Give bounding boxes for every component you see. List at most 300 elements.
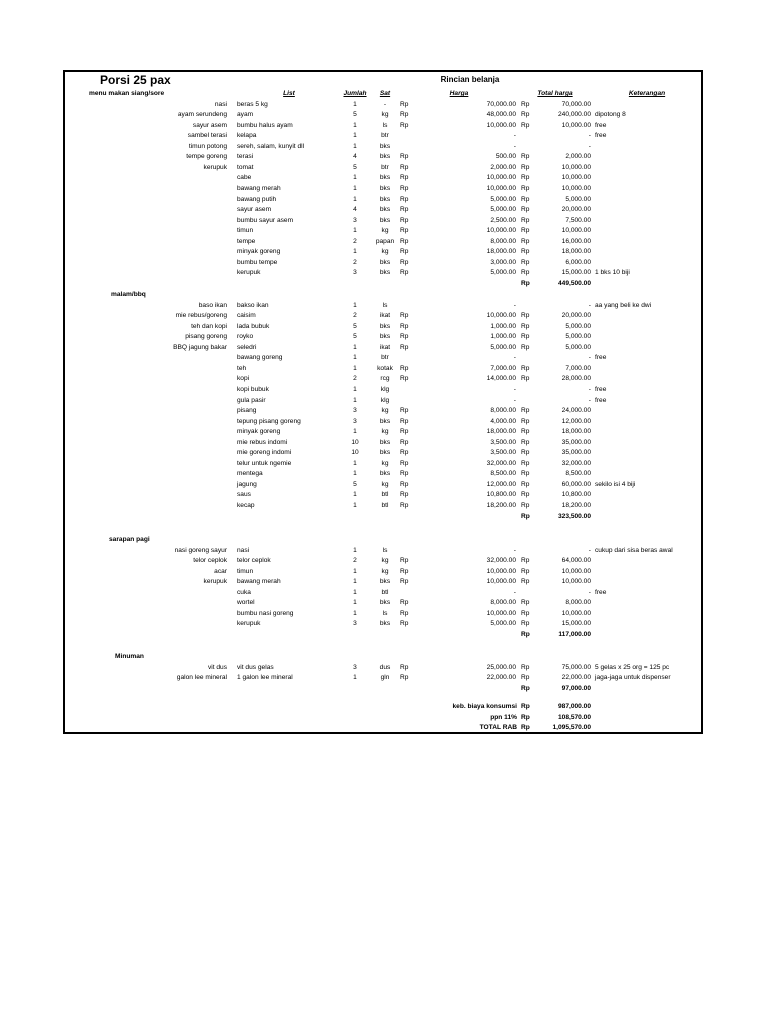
cell-rp: Rp <box>521 375 530 383</box>
cell-total: - <box>588 132 591 140</box>
cell-total: 10,000.00 <box>561 609 591 617</box>
section-subtotal: 449,500.00 <box>557 279 591 287</box>
cell-rp: Rp <box>521 674 530 682</box>
cell-rp: Rp <box>521 343 530 351</box>
cell-unit: btl <box>381 491 389 499</box>
cell-total: 20,000.00 <box>561 312 591 320</box>
cell-rp: Rp <box>400 567 409 575</box>
cell-unit: kotak <box>377 364 393 372</box>
section-subtotal: 117,000.00 <box>558 630 591 638</box>
cell-unit: bks <box>379 195 391 203</box>
cell-total: 18,000.00 <box>561 428 591 436</box>
cell-total: 10,000.00 <box>561 578 591 586</box>
cell-price: 2,500.00 <box>490 216 516 224</box>
cell-rp: Rp <box>400 557 409 565</box>
cell-item: kerupuk <box>237 620 261 628</box>
cell-rp: Rp <box>400 609 409 617</box>
cell-qty: 3 <box>353 417 357 425</box>
cell-total: 10,800.00 <box>561 491 591 499</box>
cell-note: free <box>595 121 607 129</box>
cell-total: 16,000.00 <box>561 237 591 245</box>
header-total-harga: Total harga <box>537 90 573 97</box>
cell-rp: Rp <box>521 428 530 436</box>
cell-rp: Rp <box>400 459 409 467</box>
cell-item: tomat <box>237 163 254 171</box>
cell-rp: Rp <box>521 248 530 256</box>
cell-total: 2,000.00 <box>565 153 591 161</box>
cell-price: 500.00 <box>495 153 516 161</box>
cell-total: 15,000.00 <box>561 269 591 277</box>
cell-item: cuka <box>237 588 251 596</box>
cell-item: bumbu sayur asem <box>237 216 294 224</box>
cell-price: 14,000.00 <box>486 375 516 383</box>
cell-rp: Rp <box>400 206 409 214</box>
cell-unit: ls <box>382 546 388 554</box>
cell-total: 10,000.00 <box>561 184 591 192</box>
cell-rp: Rp <box>400 438 409 446</box>
cell-rp: Rp <box>521 438 530 446</box>
cell-price: 3,000.00 <box>490 258 516 266</box>
cell-qty: 2 <box>353 237 357 245</box>
cell-price: 10,000.00 <box>486 121 516 129</box>
cell-total: 20,000.00 <box>561 206 591 214</box>
cell-item: wortel <box>237 599 255 607</box>
section-subtotal: 323,500.00 <box>557 512 591 520</box>
cell-total: 70,000.00 <box>561 100 591 108</box>
cell-rp: Rp <box>521 491 530 499</box>
cell-rp: Rp <box>521 258 530 266</box>
cell-rp: Rp <box>400 470 409 478</box>
cell-qty: 1 <box>353 142 357 150</box>
cell-rp: Rp <box>400 599 409 607</box>
cell-rp: Rp <box>400 258 409 266</box>
cell-total: 18,000.00 <box>561 248 591 256</box>
cell-unit: bks <box>379 206 391 214</box>
cell-rp: Rp <box>521 663 530 671</box>
cell-qty: 10 <box>351 449 359 457</box>
menu-item: sambel terasi <box>187 132 227 140</box>
cell-price: 18,000.00 <box>486 248 516 256</box>
cell-unit: bks <box>379 153 391 161</box>
cell-rp: Rp <box>400 248 409 256</box>
cell-rp: Rp <box>400 407 409 415</box>
cell-rp: Rp <box>400 227 409 235</box>
cell-price: 5,000.00 <box>490 206 516 214</box>
cell-qty: 10 <box>351 438 359 446</box>
cell-note: aa yang beli ke dwi <box>595 301 652 309</box>
cell-rp: Rp <box>400 578 409 586</box>
cell-rp: Rp <box>400 216 409 224</box>
cell-unit: btl <box>381 502 389 509</box>
cell-price: 1,000.00 <box>490 333 516 341</box>
subtotal-currency: Rp <box>521 630 530 638</box>
cell-unit: bks <box>379 333 391 341</box>
cell-item: kerupuk <box>237 269 261 277</box>
cell-item: vit dus gelas <box>237 663 274 671</box>
cell-item: sereh, salam, kunyit dll <box>237 142 305 150</box>
cell-qty: 1 <box>353 132 357 140</box>
cell-qty: 2 <box>353 557 357 565</box>
cell-item: caisim <box>237 312 256 320</box>
cell-qty: 1 <box>353 599 357 607</box>
cell-unit: kg <box>381 557 389 565</box>
cell-total: - <box>588 354 591 362</box>
cell-rp: Rp <box>521 174 530 182</box>
cell-unit: ls <box>382 121 388 129</box>
header-sat: Sat <box>379 90 391 97</box>
cell-price: 8,000.00 <box>490 237 516 245</box>
cell-item: telur untuk ngemie <box>237 459 292 467</box>
cell-rp: Rp <box>400 100 409 108</box>
cell-total: 15,000.00 <box>561 620 591 628</box>
cell-qty: 1 <box>353 227 357 235</box>
cell-unit: bks <box>379 599 391 607</box>
cell-total: 24,000.00 <box>561 407 591 415</box>
cell-item: bawang merah <box>237 184 281 192</box>
cell-unit: bks <box>379 258 391 266</box>
cell-qty: 3 <box>353 216 357 224</box>
cell-unit: - <box>383 100 387 108</box>
menu-item: timun potong <box>188 142 227 150</box>
cell-item: mentega <box>237 470 263 478</box>
cell-item: nasi <box>237 546 250 554</box>
cell-total: 7,000.00 <box>565 364 591 372</box>
menu-item: telor ceplok <box>193 557 227 565</box>
cell-qty: 5 <box>353 480 357 488</box>
cell-unit: bks <box>379 216 391 224</box>
cell-item: beras 5 kg <box>237 100 268 108</box>
total-label: ppn 11% <box>490 713 517 721</box>
cell-rp: Rp <box>521 567 530 575</box>
cell-unit: kg <box>381 111 389 119</box>
cell-price: 10,000.00 <box>486 227 516 235</box>
cell-qty: 1 <box>353 567 357 575</box>
menu-item: baso ikan <box>198 301 227 309</box>
cell-item: bumbu halus ayam <box>237 121 293 129</box>
cell-total: 60,000.00 <box>561 480 591 488</box>
cell-item: minyak goreng <box>237 248 281 256</box>
cell-qty: 1 <box>353 248 357 256</box>
cell-item: bakso ikan <box>237 301 269 309</box>
cell-item: teh <box>237 364 247 372</box>
cell-unit: kg <box>381 248 389 256</box>
cell-total: 5,000.00 <box>565 343 591 351</box>
cell-item: timun <box>237 567 254 575</box>
header-list: List <box>283 90 295 97</box>
cell-unit: klg <box>380 385 390 393</box>
cell-item: saus <box>237 491 251 499</box>
cell-qty: 1 <box>353 396 357 404</box>
section-name: Minuman <box>115 653 144 660</box>
cell-rp: Rp <box>400 480 409 488</box>
cell-price: 8,500.00 <box>490 470 516 478</box>
cell-total: 7,500.00 <box>565 216 591 224</box>
cell-note: sekilo isi 4 biji <box>595 480 636 488</box>
menu-item: pisang goreng <box>185 333 227 341</box>
cell-rp: Rp <box>521 153 530 161</box>
cell-qty: 3 <box>353 663 357 671</box>
cell-unit: ikat <box>379 312 391 320</box>
cell-note: free <box>595 396 607 404</box>
cell-item: lada bubuk <box>237 322 270 330</box>
cell-total: 5,000.00 <box>565 333 591 341</box>
menu-item: kerupuk <box>203 578 227 586</box>
menu-item: BBQ jagung bakar <box>173 343 227 351</box>
cell-rp: Rp <box>521 449 530 457</box>
cell-rp: Rp <box>400 174 409 182</box>
cell-item: 1 galon lee mineral <box>237 674 293 682</box>
cell-unit: btr <box>381 354 389 362</box>
cell-rp: Rp <box>521 459 530 467</box>
cell-unit: bks <box>379 184 391 192</box>
cell-rp: Rp <box>400 269 409 277</box>
cell-price: 10,000.00 <box>486 312 516 320</box>
cell-qty: 5 <box>353 322 357 330</box>
cell-unit: rcg <box>380 375 390 383</box>
cell-rp: Rp <box>521 502 530 509</box>
cell-total: 12,000.00 <box>561 417 591 425</box>
cell-qty: 3 <box>353 620 357 628</box>
cell-price: 25,000.00 <box>486 663 516 671</box>
cell-rp: Rp <box>521 407 530 415</box>
cell-price: 4,000.00 <box>490 417 516 425</box>
cell-rp: Rp <box>521 557 530 565</box>
cell-total: 22,000.00 <box>561 674 591 682</box>
cell-item: kopi bubuk <box>237 385 269 393</box>
cell-qty: 1 <box>353 459 357 467</box>
cell-price: 5,000.00 <box>490 620 516 628</box>
cell-total: 28,000.00 <box>561 375 591 383</box>
cell-price: 8,000.00 <box>490 407 516 415</box>
cell-price: 5,000.00 <box>490 269 516 277</box>
cell-qty: 3 <box>353 407 357 415</box>
cell-item: mie goreng indomi <box>237 449 292 457</box>
cell-total: 6,000.00 <box>565 258 591 266</box>
cell-note: dipotong 8 <box>595 111 626 119</box>
menu-item: mie rebus/goreng <box>175 312 227 320</box>
cell-qty: 1 <box>353 354 357 362</box>
total-value: 987,000.00 <box>557 703 591 710</box>
cell-price: 5,000.00 <box>490 195 516 203</box>
cell-price: - <box>513 301 516 309</box>
cell-item: pisang <box>237 407 257 415</box>
cell-total: 32,000.00 <box>561 459 591 467</box>
cell-item: minyak goreng <box>237 428 281 436</box>
cell-price: 10,000.00 <box>486 567 516 575</box>
menu-item: sayur asem <box>192 121 227 129</box>
cell-price: 10,000.00 <box>486 578 516 586</box>
cell-qty: 2 <box>353 312 357 320</box>
cell-item: sayur asem <box>237 206 272 214</box>
cell-price: 12,000.00 <box>486 480 516 488</box>
cell-rp: Rp <box>521 100 530 108</box>
cell-rp: Rp <box>400 111 409 119</box>
cell-item: royko <box>237 333 254 341</box>
cell-unit: bks <box>379 174 391 182</box>
cell-rp: Rp <box>400 491 409 499</box>
cell-item: bumbu nasi goreng <box>237 609 294 617</box>
cell-unit: kg <box>381 567 389 575</box>
cell-price: - <box>513 546 516 554</box>
cell-rp: Rp <box>400 502 409 509</box>
cell-unit: papan <box>375 237 395 245</box>
menu-item: ayam serundeng <box>177 111 227 119</box>
cell-unit: ls <box>382 301 388 309</box>
cell-unit: bks <box>379 470 391 478</box>
cell-price: 18,000.00 <box>486 428 516 436</box>
cell-item: bumbu tempe <box>237 258 278 266</box>
section-name: sarapan pagi <box>109 536 150 543</box>
cell-note: free <box>595 354 607 362</box>
cell-rp: Rp <box>521 312 530 320</box>
cell-total: - <box>588 588 591 596</box>
cell-total: 5,000.00 <box>565 195 591 203</box>
cell-unit: bks <box>379 620 391 628</box>
cell-total: 8,500.00 <box>565 470 591 478</box>
cell-rp: Rp <box>521 184 530 192</box>
cell-total: 240,000.00 <box>557 111 591 119</box>
cell-total: 8,000.00 <box>565 599 591 607</box>
cell-price: 5,000.00 <box>490 343 516 351</box>
cell-qty: 1 <box>353 343 357 351</box>
cell-rp: Rp <box>400 333 409 341</box>
cell-price: 3,500.00 <box>490 438 516 446</box>
cell-price: 1,000.00 <box>490 322 516 330</box>
cell-unit: kg <box>381 407 389 415</box>
subtotal-currency: Rp <box>521 684 530 692</box>
cell-rp: Rp <box>400 428 409 436</box>
cell-price: 10,000.00 <box>486 184 516 192</box>
cell-price: 2,000.00 <box>490 163 516 171</box>
cell-price: - <box>513 396 516 404</box>
cell-total: - <box>588 301 591 309</box>
cell-rp: Rp <box>400 184 409 192</box>
cell-price: 10,000.00 <box>486 609 516 617</box>
cell-item: jagung <box>237 480 257 488</box>
menu-item: galon lee mineral <box>176 674 227 682</box>
cell-item: bawang putih <box>237 195 277 203</box>
cell-item: bawang merah <box>237 578 281 586</box>
cell-rp: Rp <box>400 449 409 457</box>
menu-item: teh dan kopi <box>191 322 227 330</box>
cell-total: 18,200.00 <box>561 502 591 509</box>
cell-item: cabe <box>237 174 252 182</box>
cell-qty: 5 <box>353 163 357 171</box>
cell-note: free <box>595 588 607 596</box>
cell-price: - <box>513 354 516 362</box>
cell-price: - <box>513 588 516 596</box>
cell-note: jaga-jaga untuk dispenser <box>595 674 671 682</box>
cell-rp: Rp <box>521 322 530 330</box>
cell-item: mie rebus indomi <box>237 438 288 446</box>
cell-price: 22,000.00 <box>486 674 516 682</box>
subtotal-currency: Rp <box>521 512 530 520</box>
section-name: menu makan siang/sore <box>89 90 165 97</box>
cell-item: tepung pisang goreng <box>237 417 301 425</box>
cell-qty: 1 <box>353 578 357 586</box>
cell-price: - <box>513 385 516 393</box>
cell-unit: ikat <box>379 343 391 351</box>
cell-rp: Rp <box>400 153 409 161</box>
header-harga: Harga <box>449 90 469 97</box>
cell-rp: Rp <box>521 333 530 341</box>
cell-qty: 1 <box>353 674 357 682</box>
cell-qty: 5 <box>353 111 357 119</box>
cell-item: ayam <box>237 111 254 119</box>
cell-price: 70,000.00 <box>486 100 516 108</box>
cell-qty: 4 <box>353 153 357 161</box>
cell-rp: Rp <box>521 216 530 224</box>
total-currency: Rp <box>521 713 530 721</box>
cell-total: - <box>588 396 591 404</box>
cell-rp: Rp <box>521 269 530 277</box>
cell-unit: bks <box>379 322 391 330</box>
total-currency: Rp <box>521 724 530 732</box>
cell-price: - <box>513 142 516 150</box>
cell-qty: 1 <box>353 491 357 499</box>
cell-unit: kg <box>381 227 389 235</box>
section-name: malam/bbq <box>111 291 146 298</box>
cell-unit: bks <box>379 438 391 446</box>
cell-unit: kg <box>381 428 389 436</box>
cell-total: 35,000.00 <box>561 449 591 457</box>
cell-price: 7,000.00 <box>490 364 516 372</box>
cell-rp: Rp <box>521 578 530 586</box>
cell-total: - <box>588 142 591 150</box>
cell-total: 10,000.00 <box>561 163 591 171</box>
menu-item: kerupuk <box>203 163 227 171</box>
spreadsheet-sheet <box>63 70 703 734</box>
cell-unit: bks <box>379 449 391 457</box>
cell-rp: Rp <box>400 620 409 628</box>
cell-price: 8,000.00 <box>490 599 516 607</box>
cell-qty: 1 <box>353 184 357 192</box>
cell-total: 10,000.00 <box>561 121 591 129</box>
cell-qty: 1 <box>353 470 357 478</box>
total-label: keb. biaya konsumsi <box>452 703 517 710</box>
cell-rp: Rp <box>400 121 409 129</box>
cell-rp: Rp <box>400 237 409 245</box>
cell-item: tempe <box>237 237 256 245</box>
cell-unit: bks <box>379 578 391 586</box>
cell-unit: ls <box>382 609 388 617</box>
cell-qty: 1 <box>353 301 357 309</box>
cell-rp: Rp <box>521 609 530 617</box>
menu-item: acar <box>214 567 227 575</box>
cell-note: free <box>595 132 607 140</box>
cell-rp: Rp <box>400 312 409 320</box>
cell-rp: Rp <box>400 163 409 171</box>
cell-rp: Rp <box>521 206 530 214</box>
cell-unit: kg <box>381 480 389 488</box>
cell-rp: Rp <box>521 599 530 607</box>
cell-rp: Rp <box>400 364 409 372</box>
cell-total: 5,000.00 <box>565 322 591 330</box>
menu-item: nasi goreng sayur <box>174 546 227 554</box>
cell-total: 64,000.00 <box>561 557 591 565</box>
cell-note: free <box>595 385 607 393</box>
cell-rp: Rp <box>521 470 530 478</box>
cell-qty: 1 <box>353 428 357 436</box>
cell-qty: 1 <box>353 588 357 596</box>
cell-qty: 1 <box>353 174 357 182</box>
cell-item: terasi <box>237 153 254 161</box>
cell-rp: Rp <box>400 417 409 425</box>
cell-item: bawang goreng <box>237 354 283 362</box>
cell-total: - <box>588 546 591 554</box>
cell-unit: btl <box>381 588 389 596</box>
cell-item: gula pasir <box>237 396 266 404</box>
